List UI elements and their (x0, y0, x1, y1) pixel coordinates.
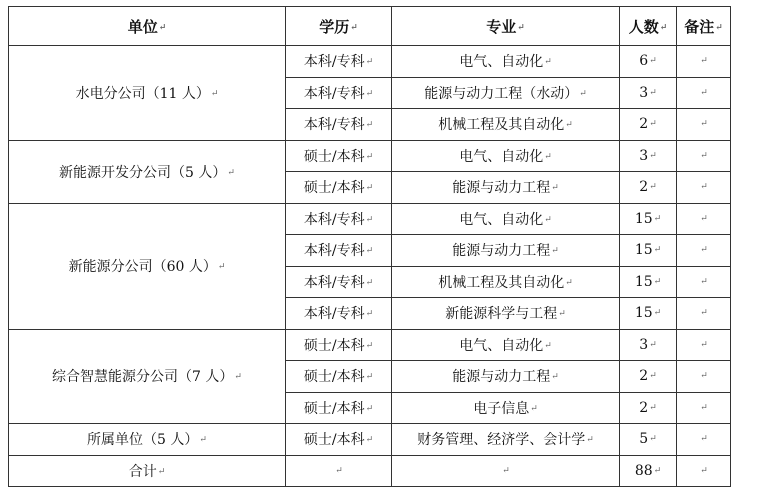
cell-major: 能源与动力工程↵ (392, 361, 620, 393)
cell-remarks: ↵ (677, 46, 731, 78)
table-body (9, 46, 731, 487)
cell-remarks: ↵ (677, 77, 731, 109)
table-row (9, 203, 731, 235)
cell-education: ↵ (286, 455, 392, 487)
cell-remarks: ↵ (677, 109, 731, 141)
cell-remarks: ↵ (677, 235, 731, 267)
cell-unit: 新能源开发分公司（5 人）↵ (9, 140, 286, 203)
table-row (9, 46, 731, 78)
cell-count: 6↵ (620, 46, 677, 78)
cell-major: ↵ (392, 455, 620, 487)
cell-remarks: ↵ (677, 361, 731, 393)
cell-remarks: ↵ (677, 455, 731, 487)
cell-education: 本科/专科↵ (286, 109, 392, 141)
cell-remarks: ↵ (677, 298, 731, 330)
cell-remarks: ↵ (677, 329, 731, 361)
cell-unit: 新能源分公司（60 人）↵ (9, 203, 286, 329)
header-remarks: 备注↵ (677, 7, 731, 46)
cell-remarks: ↵ (677, 392, 731, 424)
cell-count: 2↵ (620, 392, 677, 424)
cell-education: 硕士/本科↵ (286, 361, 392, 393)
cell-education: 硕士/本科↵ (286, 424, 392, 456)
header-education: 学历↵ (286, 7, 392, 46)
cell-major: 电子信息↵ (392, 392, 620, 424)
cell-count: 15↵ (620, 203, 677, 235)
cell-major: 能源与动力工程（水动）↵ (392, 77, 620, 109)
cell-education: 硕士/本科↵ (286, 392, 392, 424)
cell-count: 2↵ (620, 361, 677, 393)
cell-major: 电气、自动化↵ (392, 46, 620, 78)
cell-education: 本科/专科↵ (286, 46, 392, 78)
cell-count: 15↵ (620, 266, 677, 298)
header-count: 人数↵ (620, 7, 677, 46)
cell-remarks: ↵ (677, 172, 731, 204)
cell-education: 本科/专科↵ (286, 203, 392, 235)
cell-education: 本科/专科↵ (286, 77, 392, 109)
cell-count: 2↵ (620, 109, 677, 141)
cell-unit: 所属单位（5 人）↵ (9, 424, 286, 456)
cell-education: 本科/专科↵ (286, 266, 392, 298)
cell-unit: 水电分公司（11 人）↵ (9, 46, 286, 141)
cell-remarks: ↵ (677, 266, 731, 298)
header-major: 专业↵ (392, 7, 620, 46)
cell-unit: 合计↵ (9, 455, 286, 487)
cell-major: 机械工程及其自动化↵ (392, 109, 620, 141)
header-unit: 单位↵ (9, 7, 286, 46)
cell-count: 3↵ (620, 140, 677, 172)
cell-count: 2↵ (620, 172, 677, 204)
cell-major: 新能源科学与工程↵ (392, 298, 620, 330)
table-row (9, 455, 731, 487)
cell-education: 硕士/本科↵ (286, 140, 392, 172)
cell-remarks: ↵ (677, 424, 731, 456)
cell-count: 5↵ (620, 424, 677, 456)
cell-education: 本科/专科↵ (286, 298, 392, 330)
cell-unit: 综合智慧能源分公司（7 人）↵ (9, 329, 286, 424)
cell-count: 3↵ (620, 329, 677, 361)
cell-education: 硕士/本科↵ (286, 329, 392, 361)
cell-remarks: ↵ (677, 203, 731, 235)
cell-remarks: ↵ (677, 140, 731, 172)
cell-education: 硕士/本科↵ (286, 172, 392, 204)
cell-major: 能源与动力工程↵ (392, 172, 620, 204)
cell-count: 15↵ (620, 235, 677, 267)
table-row (9, 424, 731, 456)
table-row (9, 140, 731, 172)
table-row (9, 329, 731, 361)
cell-education: 本科/专科↵ (286, 235, 392, 267)
cell-major: 机械工程及其自动化↵ (392, 266, 620, 298)
recruitment-table (8, 6, 731, 487)
cell-count: 15↵ (620, 298, 677, 330)
header-row (9, 7, 731, 46)
cell-major: 电气、自动化↵ (392, 203, 620, 235)
cell-count: 88↵ (620, 455, 677, 487)
cell-major: 财务管理、经济学、会计学↵ (392, 424, 620, 456)
cell-count: 3↵ (620, 77, 677, 109)
cell-major: 电气、自动化↵ (392, 329, 620, 361)
cell-major: 能源与动力工程↵ (392, 235, 620, 267)
cell-major: 电气、自动化↵ (392, 140, 620, 172)
